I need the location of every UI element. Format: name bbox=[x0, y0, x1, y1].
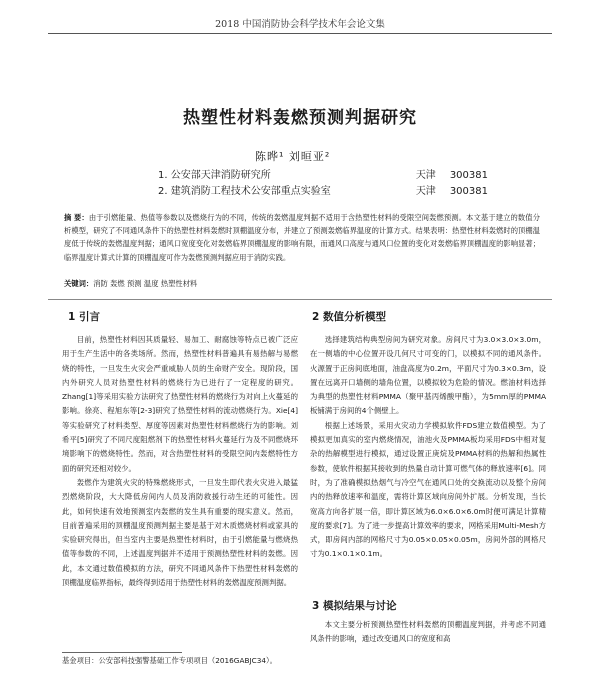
running-header: 2018 中国消防协会科学技术年会论文集 bbox=[215, 19, 385, 30]
section-heading-model: 2 数值分析模型 bbox=[312, 311, 386, 323]
section-divider bbox=[48, 299, 552, 300]
affiliation-postcode: 300381 bbox=[449, 170, 488, 181]
left-column bbox=[62, 333, 298, 590]
section-heading-intro: 1 引言 bbox=[68, 311, 100, 323]
abstract-label: 摘 要： bbox=[64, 213, 89, 222]
body-paragraph: 轰燃作为建筑火灾的特殊燃烧形式，一旦发生即代表火灾进入最猛烈燃烧阶段，大大降低房间内人员及消防救援行动生还的可能性。因此，如何快速有效地预测室内轰燃的发生具有重要的现实意义。然而，目前普遍采用的顶棚温度预测判据主要是基于对木质燃烧材料或家具的实验研究得出，但当室内主要是热塑性材料时，由于引燃能量与燃烧热值等参数的不同，上述温度判据并不适用于预测热塑性材料的轰燃。因此，本文通过数值模拟的方法，研究不同通风条件下热塑性材料轰燃的顶棚温度临界指标，最终得到适用于热塑性材料的轰燃温度预测判据。 bbox=[62, 477, 298, 588]
affiliation-number: 1. bbox=[158, 170, 168, 181]
affiliation-item bbox=[158, 168, 488, 184]
affiliation-item bbox=[158, 184, 488, 200]
affiliation-name: 建筑消防工程技术公安部重点实验室 bbox=[170, 186, 331, 197]
results-column bbox=[310, 618, 546, 647]
affiliation-postcode: 300381 bbox=[449, 186, 488, 197]
body-paragraph: 根据上述场景，采用火灾动力学模拟软件FDS建立数值模型。为了模拟更加真实的室内燃烧情况，油池火及PMMA板均采用FDS中相对复杂的热解模型进行模拟，通过设置正庚烷及PMMA材料的热解和热属性参数，使软件根据其接收到的热量自动计算可燃气体的释放速率[6]。同时，为了准确模拟热烟气与冷空气在通风口处的交换流动以及整个房间内的热释放速率和温度，需将计算区域向房间外扩展。分析发现，当长宽高方向各扩展一倍，即计算区域为6.0×6.0×6.0m时便可满足计算精度的要求[7]。为了进一步提高计算效率的要求，网格采用Multi-Mesh方式，即房间内部的网格尺寸为0.05×0.05×0.05m，房间外部的网格尺寸为0.1×0.1×0.1m。 bbox=[310, 420, 546, 559]
footnote-divider bbox=[62, 652, 182, 653]
paper-title: 热塑性材料轰燃预测判据研究 bbox=[183, 108, 417, 128]
abstract-text: 由于引燃能量、热值等参数以及燃烧行为的不同，传统的轰燃温度判据不适用于含热塑性材料的受限空间轰燃预测。本文基于建立的数值分析模型，研究了不同通风条件下的热塑性材料轰燃时顶棚温度分布，并建立了预测轰燃临界温度的计算方式。结果表明：热塑性材料轰燃时的顶棚温度低于传统的轰燃温度判据；通风口宽度变化对轰燃临界顶棚温度的影响有限，而通风口高度与通风口位置的变化对轰燃临界顶棚温度的影响显著；临界温度计算式计算的顶棚温度可作为轰燃预测判据应用于消防实践。 bbox=[64, 213, 540, 262]
keywords bbox=[64, 279, 540, 289]
keywords-text: 消防 轰燃 预测 温度 热塑性材料 bbox=[93, 279, 198, 288]
author-line: 陈晔¹ 刘晅亚² bbox=[255, 150, 331, 163]
affiliation-list bbox=[158, 168, 488, 200]
keywords-label: 关键词： bbox=[64, 279, 94, 288]
body-paragraph: 目前，热塑性材料因其质量轻、易加工、耐腐蚀等特点已被广泛应用于生产生活中的各类场所。然而，热塑性材料普遍具有易热解与易燃烧的特性，一旦发生火灾会严重威胁人员的生命财产安全。现阶段，国内外研究人员对热塑性材料的燃烧行为已进行了一定程度的研究。Zhang[1]等采用实验方法研究了热塑性材料的燃烧行为对向上火蔓延的影响。徐亮、程旭东等[2-3]研究了热塑性材料的流动燃烧行为。Xie[4]等实验研究了材料类型、厚度等因素对热塑性材料燃烧行为的影响。刘希平[5]研究了不同尺度阻燃剂下的热塑性材料火蔓延行为及不同燃烧环境影响下的燃烧特性。然而，对含热塑性材料的受限空间内轰燃特性方面的研究还相对较少。 bbox=[62, 335, 298, 473]
affiliation-name: 公安部天津消防研究所 bbox=[170, 170, 271, 181]
body-paragraph: 本文主要分析预测热塑性材料轰燃的顶棚温度判据，并考虑不同通风条件的影响，通过改变通风口的宽度和高 bbox=[310, 620, 546, 644]
right-column bbox=[310, 333, 546, 562]
section-heading-results: 3 模拟结果与讨论 bbox=[312, 600, 397, 612]
abstract bbox=[64, 211, 540, 264]
affiliation-number: 2. bbox=[158, 186, 168, 197]
affiliation-city: 天津 bbox=[415, 170, 436, 181]
header-divider bbox=[48, 33, 552, 34]
body-paragraph: 选择建筑结构典型房间为研究对象。房间尺寸为3.0×3.0×3.0m，在一侧墙的中心位置开设几何尺寸可变的门，以模拟不同的通风条件。火源置于正房间底地面，油盘高度为0.2m，平面尺寸为0.3×0.3m，设置在远离开口墙侧的墙角位置，以模拟较为危险的情况。燃油材料选择为典型的热塑性材料PMMA（聚甲基丙烯酸甲酯），为5mm厚的PMMA板铺满于房间的4个侧壁上。 bbox=[310, 335, 546, 416]
funding-footnote: 基金项目：公安部科技强警基础工作专项项目（2016GABJC34）。 bbox=[62, 656, 277, 665]
affiliation-city: 天津 bbox=[415, 186, 436, 197]
